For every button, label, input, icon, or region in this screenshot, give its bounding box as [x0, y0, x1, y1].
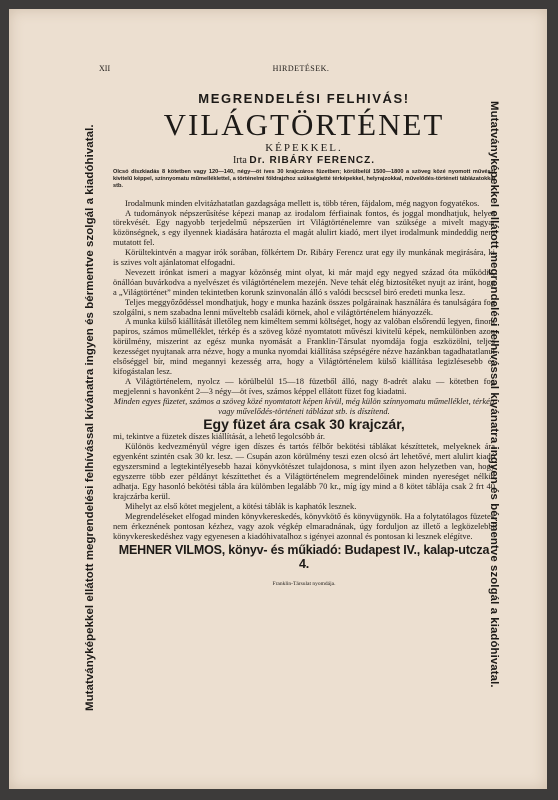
price-heading: Egy füzet ára csak 30 krajczár,	[203, 415, 405, 432]
side-note-right: Mutatványképekkel ellátott megrendelési felhívással kívánatra ingyen és bérmentve szolgál a kiadóhivatal.	[488, 101, 500, 688]
page-header	[99, 64, 503, 76]
page-number: XII	[99, 64, 111, 73]
author-prefix: Irta	[232, 155, 247, 166]
paragraph: Különös kedvezményül végre igen díszes és tartós félbőr bekötési táblákat készíttetek, melyeknek ára egyenként szintén csak 30 kr. lesz. — Csupán azon körülmény teszi ezen olcsó árt lehetővé, mert alulirt kiadó egyszersmind a legtekintélyesebb hazai könyvkötészet tulajdonosa, s mint ilyen azon helyzetben van, hogy egyszerre több ezer példányt készíttethet és a Világtörténelem megrendelőinek minden nyereséget nélkül adhatja. Egy hasonló bekötési tábla ára külömben legalább 70 kr., míg így mind a 8 kötet táblája csak 2 frt 40 krajczárba kerül.	[113, 441, 495, 501]
main-title: VILÁGTÖRTÉNET	[163, 107, 445, 142]
section-title: HIRDETÉSEK.	[272, 64, 330, 73]
paragraph: Mihelyt az első kötet megjelent, a kötési táblák is kaphatók lesznek.	[125, 500, 357, 511]
paragraph: Körültekintvén a magyar irók sorában, fölkértem Dr. Ribáry Ferencz urat egy ily munkának megirására, ki is szives volt ajánlatomat elfogadni.	[113, 247, 495, 268]
paragraph: Nevezett irónkat ismeri a magyar közönség mint olyat, ki már majd egy negyed század óta működik, önállóan buvárkodva a nyelvészet és világtörténelem mezején. Neve tehát elég biztosítéket nyujt az iránt, hogy a „Világtörténet” minden tekintetben korunk szinvonalán álló s valódi becscsel biró eredeti munka lesz.	[113, 266, 495, 297]
document-page	[9, 9, 547, 789]
paragraph: A munka külső kiállítását illetőleg nem kiméltem semmi költséget, hogy az valóban elsőrendű legyen, finom papiros, számos műmelléklet, térkép és a szöveg közé nyomtatott művészi kivitelű képek, nemkülönben azon körülmény, miszerint az egész munka nyomását a Franklin-Társulat nyomdája fogja eszközölni, teljes kezességet nyujtanak arra nézve, hogy a munka nyomdai kiállítása szépségére nézve hazánkban tagadhatatlanul elsőséggel bír, mind megannyi kezesség arra, hogy a Világtörténelem külső kiállítása legizlésesebb és kifogástalan lesz.	[113, 316, 495, 377]
subtitle: KÉPEKKEL.	[265, 142, 343, 154]
publisher-line: MEHNER VILMOS, könyv- és műkiadó: Budapest IV., kalap-utcza 4.	[118, 543, 490, 572]
edition-specs: Olcsó díszkiadás 8 kötetben vagy 120—140, négy—öt íves 30 krajczáros füzetben; körülbelül 1500—1800 a szöveg közé nyomott művészi kivitelű képpel, színnyomatu műmelléklettel, a történelmi földrajzhoz szükségletté térképekkel, helyrajzokkal, művelődés-történeti táblázatokkal stb.	[113, 169, 495, 190]
paragraph: Teljes meggyőződéssel mondhatjuk, hogy e munka hazánk összes polgárainak használára és tanulságára fog szolgálni, s nem szabadna lenni műveltebb családi körnek, ahol e világtörténelem hiányozzék.	[113, 296, 495, 317]
author-name: Dr. RIBÁRY FERENCZ.	[249, 155, 376, 166]
side-note-left: Mutatványképekkel ellátott megrendelési felhívással kívánatra ingyen és bérmentve szolgál a kiadóhivatal.	[84, 124, 96, 711]
paragraph: Irodalmunk minden elvitázhatatlan gazdagsága mellett is, több téren, fájdalom, még nagyon fogyatékos.	[125, 197, 480, 208]
paragraph: Megrendeléseket elfogad minden könyvkereskedés, könyvkötő és könyvügynök. Ha a folytatólagos füzetek nem érkeznének pontosan kézhez, vagy azok végkép elmaradnának, úgy forduljon az illető a legközelebbi könyvkereskedéshez vagy egyenesen a kiadóhivatalhoz s igényei azonnal és pontosan ki lesznek elégítve.	[113, 510, 495, 541]
italic-note: Minden egyes füzetet, számos a szöveg közé nyomtatott képen kívül, még külön színnyomatu műmelléklet, térkép vagy művelődés-történeti táblázat stb. is díszítend.	[113, 395, 495, 416]
author-line	[113, 155, 495, 166]
paragraph: A Világtörténelem, nyolcz — körülbelül 15—18 füzetből álló, nagy 8-adrét alaku — kötetben fog megjelenni s havonként 2—3 négy—öt íves, számos képpel ellátott füzet fog kiadatni.	[113, 375, 495, 396]
body-text	[113, 199, 495, 542]
kicker-heading: MEGRENDELÉSI FELHIVÁS!	[198, 91, 410, 106]
paragraph: mi, tekintve a füzetek díszes kiállítását, a lehető legolcsóbb ár.	[113, 431, 325, 442]
paragraph: A tudományok népszerűsítése képezi manap az irodalom férfiainak fontos, és joggal mondhatjuk, helyes törekvését. Egy nagyobb terjedelmű népszerűen irt Világtörténelemre van szüksége a mivelt magyar közönségnek, s egy ilyennek kiadására határozta el magát alulirt kiadó, mert ilyet irodalmunk mindeddig nem mutatott fel.	[113, 207, 495, 248]
printer-line: Franklin-Társulat nyomdája.	[272, 581, 336, 588]
advertisement	[113, 83, 495, 587]
